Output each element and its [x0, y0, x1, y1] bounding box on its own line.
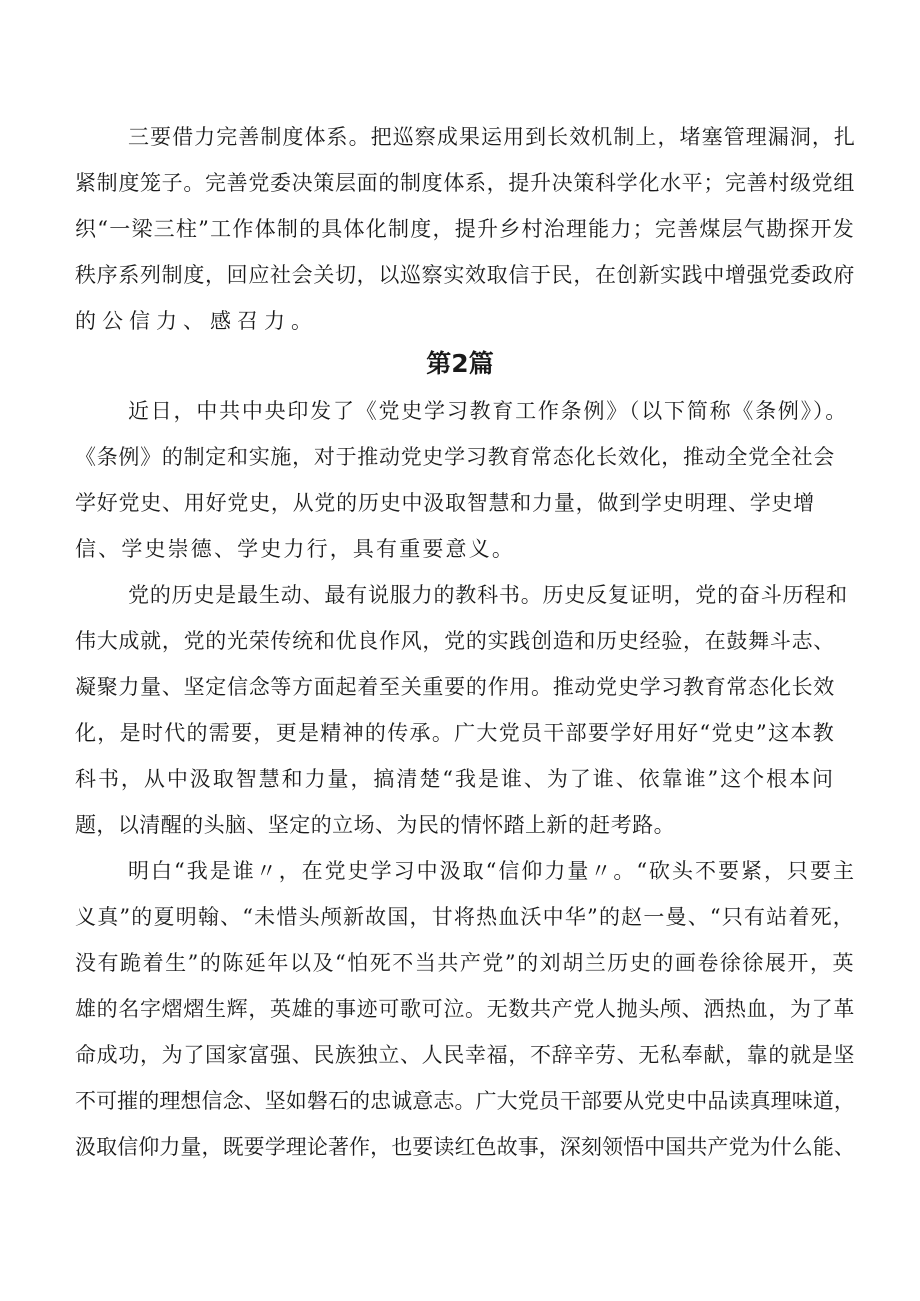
paragraph-line: 近日，中共中央印发了《党史学习教育工作条例》（以下简称《条例》）。	[128, 399, 848, 423]
paragraph-line: 化，是时代的需要，更是精神的传承。广大党员干部要学好用好“党史”这本教	[75, 721, 835, 745]
paragraph-line: 紧制度笼子。完善党委决策层面的制度体系，提升决策科学化水平；完善村级党组	[75, 171, 855, 195]
paragraph-line: 不可摧的理想信念、坚如磐石的忠诚意志。广大党员干部要从党史中品读真理味道，	[75, 1089, 855, 1113]
paragraph-line: 科书，从中汲取智慧和力量，搞清楚“我是谁、为了谁、依靠谁”这个根本问	[75, 767, 835, 791]
paragraph-line: 秩序系列制度，回应社会关切，以巡察实效取信于民，在创新实践中增强党委政府	[75, 263, 855, 287]
paragraph-line: 党的历史是最生动、最有说服力的教科书。历史反复证明，党的奋斗历程和	[128, 583, 848, 607]
paragraph-line: 义真”的夏明翰、“未惜头颅新故国，甘将热血沃中华”的赵一曼、“只有站着死，	[75, 905, 855, 929]
paragraph-line: 明白“我是谁〃，在党史学习中汲取“信仰力量〃。“砍头不要紧，只要主	[128, 859, 856, 883]
paragraph-line: 织“一梁三柱”工作体制的具体化制度，提升乡村治理能力；完善煤层气勘探开发	[75, 217, 855, 241]
paragraph-line: 命成功，为了国家富强、民族独立、人民幸福，不辞辛劳、无私奉献，靠的就是坚	[75, 1043, 855, 1067]
paragraph-line: 汲取信仰力量，既要学理论著作，也要读红色故事，深刻领悟中国共产党为什么能、	[75, 1135, 855, 1159]
paragraph-line: 题，以清醒的头脑、坚定的立场、为民的情怀踏上新的赶考路。	[75, 813, 675, 837]
paragraph-line: 凝聚力量、坚定信念等方面起着至关重要的作用。推动党史学习教育常态化长效	[75, 675, 835, 699]
paragraph-line: 信、学史崇德、学史力行，具有重要意义。	[75, 537, 515, 561]
paragraph-line: 伟大成就，党的光荣传统和优良作风，党的实践创造和历史经验，在鼓舞斗志、	[75, 629, 835, 653]
paragraph-line: 学好党史、用好党史，从党的历史中汲取智慧和力量，做到学史明理、学史增	[75, 491, 815, 515]
paragraph-line: 雄的名字熠熠生辉，英雄的事迹可歌可泣。无数共产党人抛头颅、洒热血，为了革	[75, 997, 855, 1021]
paragraph-line: 《条例》的制定和实施，对于推动党史学习教育常态化长效化，推动全党全社会	[75, 445, 835, 469]
section-heading: 第2篇	[426, 349, 494, 378]
paragraph-line: 没有跪着生”的陈延年以及“怕死不当共产党”的刘胡兰历史的画卷徐徐展开，英	[75, 951, 855, 975]
paragraph-line: 三要借力完善制度体系。把巡察成果运用到长效机制上，堵塞管理漏洞，扎	[128, 125, 856, 149]
paragraph-line: 的公信力、感召力。	[75, 309, 318, 333]
